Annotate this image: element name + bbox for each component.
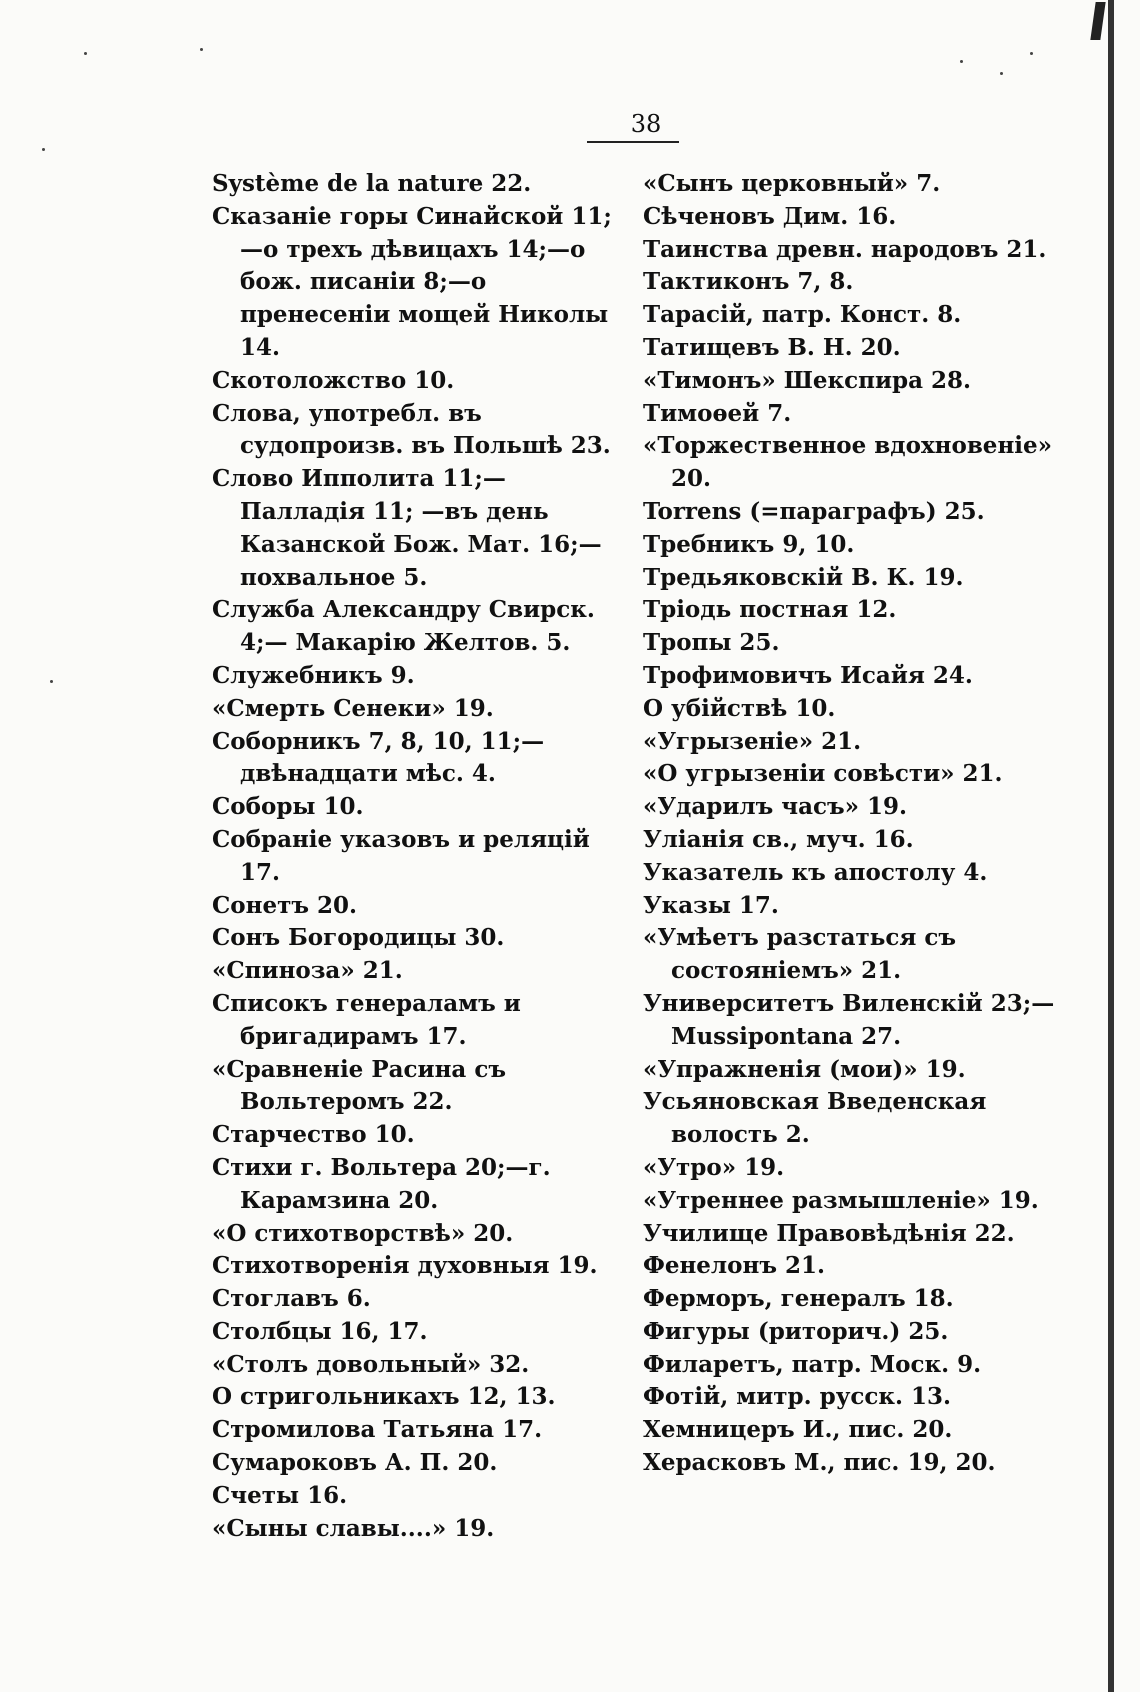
index-entry: Сумароковъ А. П. 20.: [212, 1449, 498, 1477]
index-entry: Университетъ Виленскій 23;—Mussipontana 27.: [643, 989, 1055, 1050]
index-entry: «Тимонъ» Шекспира 28.: [643, 366, 972, 394]
index-entry: «Смерть Сенеки» 19.: [212, 694, 494, 722]
index-entry: «О угрызеніи совѣсти» 21.: [643, 760, 1003, 788]
index-entry: Тарасій, патр. Конст. 8.: [643, 301, 962, 329]
scan-speck: [84, 52, 87, 55]
index-entry: Сказаніе горы Синайской 11;—о трехъ дѣвицахъ 14;—о бож. писаніи 8;—о пренесеніи мощей Николы 14.: [212, 202, 612, 361]
index-entry: Ферморъ, генералъ 18.: [643, 1285, 954, 1313]
index-entry: Стромилова Татьяна 17.: [212, 1416, 543, 1444]
index-entry: Собраніе указовъ и реляцій 17.: [212, 825, 590, 886]
index-entry: Слова, употребл. въ судопроизв. въ Польшѣ 23.: [212, 399, 611, 460]
scan-speck: [1000, 72, 1003, 75]
index-entry: Соборникъ 7, 8, 10, 11;—двѣнадцати мѣс. 4.: [212, 727, 545, 788]
index-entry: «Спиноза» 21.: [212, 957, 403, 985]
index-entry: Фотій, митр. русск. 13.: [643, 1383, 952, 1411]
index-entry: Служба Александру Свирск. 4;— Макарію Желтов. 5.: [212, 596, 595, 657]
index-entry: «Сынъ церковный» 7.: [643, 170, 941, 197]
index-entry: Слово Ипполита 11;—Палладія 11; —въ день Казанской Бож. Мат. 16;—похвальное 5.: [212, 465, 602, 591]
index-entry: Système de la nature 22.: [212, 170, 532, 197]
index-entry: Татищевъ В. Н. 20.: [643, 333, 901, 361]
index-entry: «О стихотворствѣ» 20.: [212, 1219, 514, 1247]
index-entry: Тимоѳей 7.: [643, 399, 792, 427]
index-entry: Таинства древн. народовъ 21.: [643, 235, 1047, 263]
index-entry: Фенелонъ 21.: [643, 1252, 825, 1280]
scan-speck: [200, 48, 203, 51]
index-entry: «Утро» 19.: [643, 1153, 785, 1181]
index-entry: Тактиконъ 7, 8.: [643, 268, 854, 296]
scan-speck: [1030, 52, 1033, 55]
index-entry: Филаретъ, патр. Моск. 9.: [643, 1350, 982, 1378]
index-left-column: [212, 168, 627, 1545]
index-entry: Сонетъ 20.: [212, 891, 358, 919]
index-entry: Указы 17.: [643, 891, 779, 919]
index-entry: Училище Правовѣдѣнія 22.: [643, 1219, 1015, 1247]
index-entry: «Столъ довольный» 32.: [212, 1350, 530, 1378]
scan-speck: [960, 60, 963, 63]
index-right-column: [643, 168, 1063, 1480]
index-entry: Тріодь постная 12.: [643, 596, 897, 624]
index-entry: «Сравненіе Расина съ Вольтеромъ 22.: [212, 1055, 506, 1116]
index-entry: Тредьяковскій В. К. 19.: [643, 563, 964, 591]
index-entry: Указатель къ апостолу 4.: [643, 858, 988, 886]
index-entry: О убійствѣ 10.: [643, 694, 836, 722]
index-entry: О стригольникахъ 12, 13.: [212, 1383, 556, 1411]
index-entry: Трофимовичъ Исайя 24.: [643, 661, 973, 689]
index-entry: «Сыны славы....» 19.: [212, 1514, 495, 1542]
index-entry: «Торжественное вдохновеніе» 20.: [643, 432, 1053, 493]
index-entry: Сонъ Богородицы 30.: [212, 924, 505, 952]
index-entry: Херасковъ М., пис. 19, 20.: [643, 1449, 996, 1477]
index-entry: Хемницеръ И., пис. 20.: [643, 1416, 953, 1444]
page-number: 38: [630, 110, 662, 138]
index-entry: Скотоложство 10.: [212, 366, 455, 394]
index-entry: Соборы 10.: [212, 793, 364, 821]
index-entry: Стихи г. Вольтера 20;—г. Карамзина 20.: [212, 1153, 551, 1214]
index-entry: «Упражненія (мои)» 19.: [643, 1055, 966, 1083]
index-entry: Сѣченовъ Дим. 16.: [643, 202, 897, 230]
index-entry: Усьяновская Введенская волость 2.: [643, 1088, 987, 1149]
index-entry: Стоглавъ 6.: [212, 1285, 371, 1313]
index-entry: Старчество 10.: [212, 1121, 415, 1149]
index-entry: Служебникъ 9.: [212, 661, 415, 689]
index-entry: «Утреннее размышленіе» 19.: [643, 1186, 1039, 1214]
index-entry: Требникъ 9, 10.: [643, 530, 855, 558]
index-entry: «Умѣетъ разстаться съ состояніемъ» 21.: [643, 924, 957, 985]
index-entry: Фигуры (риторич.) 25.: [643, 1317, 949, 1345]
scan-speck: [50, 680, 53, 683]
index-entry: Уліанія св., муч. 16.: [643, 825, 914, 853]
scan-edge-mark: [1090, 2, 1105, 40]
scan-speck: [42, 148, 45, 151]
scan-edge-bar: [1108, 0, 1114, 1692]
page-number-rule: [587, 141, 679, 143]
index-entry: «Ударилъ часъ» 19.: [643, 793, 908, 821]
index-entry: Столбцы 16, 17.: [212, 1317, 428, 1345]
index-entry: Списокъ генераламъ и бригадирамъ 17.: [212, 989, 521, 1050]
index-entry: Тропы 25.: [643, 629, 780, 657]
index-entry: Стихотворенія духовныя 19.: [212, 1252, 598, 1280]
index-entry: Счеты 16.: [212, 1481, 348, 1509]
index-entry: «Угрызеніе» 21.: [643, 727, 862, 755]
index-entry: Torrens (=параграфъ) 25.: [643, 497, 985, 525]
